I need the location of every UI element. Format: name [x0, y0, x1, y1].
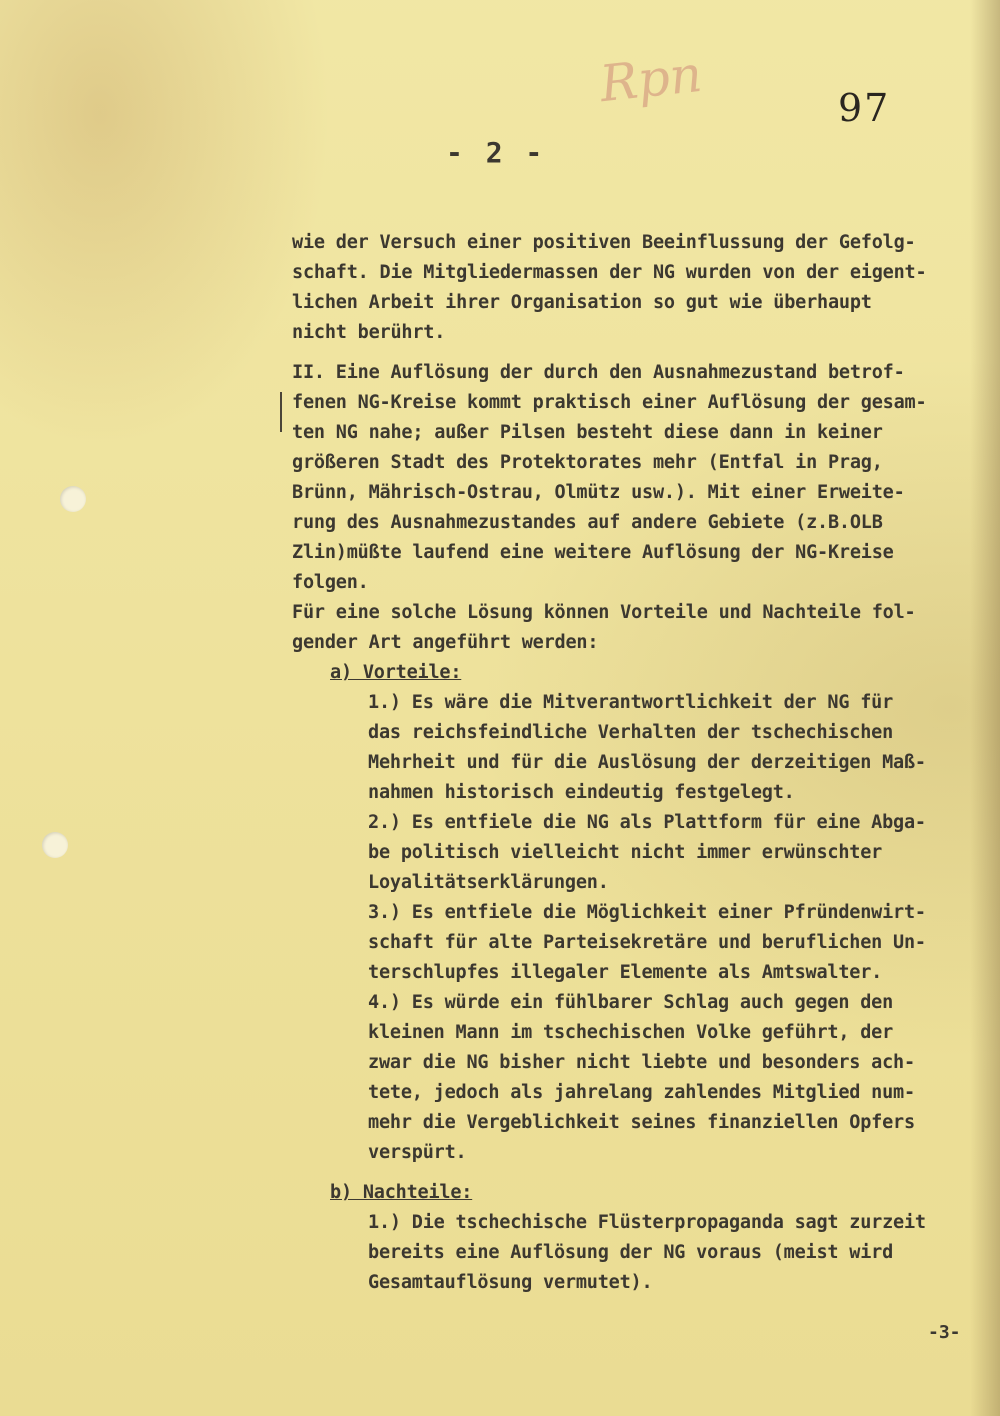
text-line: das reichsfeindliche Verhalten der tschechischen	[368, 722, 894, 743]
punch-hole-bottom	[42, 832, 68, 858]
text-line: terschlupfes illegaler Elemente als Amtswalter.	[368, 962, 883, 983]
text-line: fenen NG-Kreise kommt praktisch einer Auflösung der gesam-	[292, 392, 927, 413]
body-text	[292, 228, 992, 1298]
text-line: gender Art angeführt werden:	[292, 632, 599, 653]
text-line: Loyalitätserklärungen.	[368, 872, 609, 893]
text-line: 1.) Die tschechische Flüsterpropaganda sagt zurzeit	[368, 1212, 926, 1233]
text-line: lichen Arbeit ihrer Organisation so gut wie überhaupt	[292, 292, 872, 313]
paragraph-gap	[292, 348, 992, 358]
text-line: größeren Stadt des Protektorates mehr (Entfal in Prag,	[292, 452, 883, 473]
paragraph-gap	[292, 1168, 992, 1178]
text-line: verspürt.	[368, 1142, 467, 1163]
heading-advantages: a) Vorteile:	[330, 662, 462, 683]
text-line: ten NG nahe; außer Pilsen besteht diese dann in keiner	[292, 422, 883, 443]
next-page-marker: -3-	[928, 1322, 961, 1343]
text-line: nahmen historisch eindeutig festgelegt.	[368, 782, 795, 803]
text-line: tete, jedoch als jahrelang zahlendes Mitglied num-	[368, 1082, 915, 1103]
text-line: mehr die Vergeblichkeit seines finanziellen Opfers	[368, 1112, 915, 1133]
punch-hole-top	[60, 486, 86, 512]
text-line: Zlin)müßte laufend eine weitere Auflösung der NG-Kreise	[292, 542, 894, 563]
text-line: be politisch vielleicht nicht immer erwünschter	[368, 842, 883, 863]
text-line: nicht berührt.	[292, 322, 446, 343]
text-line: wie der Versuch einer positiven Beeinflussung der Gefolg-	[292, 232, 916, 253]
text-line: zwar die NG bisher nicht liebte und besonders ach-	[368, 1052, 915, 1073]
text-line: 2.) Es entfiele die NG als Plattform für eine Abga-	[368, 812, 926, 833]
page-number: - 2 -	[446, 136, 546, 169]
text-line: II. Eine Auflösung der durch den Ausnahmezustand betrof-	[292, 362, 905, 383]
pencil-annotation: Rpn	[597, 44, 705, 114]
text-line: 4.) Es würde ein fühlbarer Schlag auch gegen den	[368, 992, 894, 1013]
text-line: 3.) Es entfiele die Möglichkeit einer Pfründenwirt-	[368, 902, 926, 923]
text-line: schaft. Die Mitgliedermassen der NG wurden von der eigent-	[292, 262, 927, 283]
heading-disadvantages: b) Nachteile:	[330, 1182, 473, 1203]
margin-mark	[280, 392, 282, 432]
text-line: Für eine solche Lösung können Vorteile und Nachteile fol-	[292, 602, 916, 623]
text-line: 1.) Es wäre die Mitverantwortlichkeit der NG für	[368, 692, 894, 713]
text-line: Gesamtauflösung vermutet).	[368, 1272, 653, 1293]
text-line: rung des Ausnahmezustandes auf andere Gebiete (z.B.OLB	[292, 512, 883, 533]
folio-number: 97	[838, 86, 891, 130]
text-line: Brünn, Mährisch-Ostrau, Olmütz usw.). Mit einer Erweite-	[292, 482, 905, 503]
text-line: schaft für alte Parteisekretäre und beruflichen Un-	[368, 932, 926, 953]
text-line: Mehrheit und für die Auslösung der derzeitigen Maß-	[368, 752, 926, 773]
text-line: bereits eine Auflösung der NG voraus (meist wird	[368, 1242, 894, 1263]
text-line: kleinen Mann im tschechischen Volke geführt, der	[368, 1022, 894, 1043]
text-line: folgen.	[292, 572, 369, 593]
